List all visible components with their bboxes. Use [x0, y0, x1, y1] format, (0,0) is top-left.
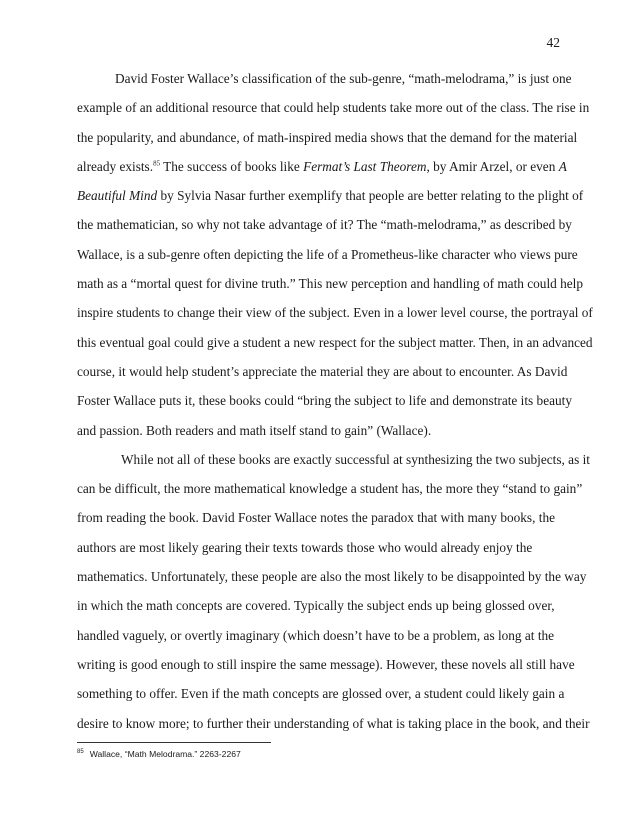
- text-line: course, it would help student’s appreciate the material they are about to encounter. As David: [77, 363, 568, 379]
- text-line: desire to know more; to further their understanding of what is taking place in the book, and their: [77, 715, 590, 731]
- footnote-divider: [77, 742, 271, 743]
- text-line: authors are most likely gearing their texts towards those who would already enjoy the: [77, 539, 533, 555]
- text-line: the popularity, and abundance, of math-inspired media shows that the demand for the material: [77, 129, 578, 145]
- text-line: [77, 181, 584, 210]
- book-title-end: Beautiful Mind: [77, 188, 158, 204]
- text-line: example of an additional resource that could help students take more out of the class. The rise in: [77, 100, 590, 116]
- text-line: and passion. Both readers and math itself stand to gain” (Wallace).: [77, 422, 432, 438]
- text-line: this eventual goal could give a student a new respect for the subject matter. Then, in an advanced: [77, 334, 593, 350]
- text-line: something to offer. Even if the math concepts are glossed over, a student could likely gain a: [77, 686, 565, 702]
- text-line: inspire students to change their view of the subject. Even in a lower level course, the portrayal of: [77, 305, 593, 321]
- text-line: Wallace, is a sub-genre often depicting the life of a Prometheus-like character who views pure: [77, 246, 578, 262]
- text-line: mathematics. Unfortunately, these people are also the most likely to be disappointed by the way: [77, 569, 587, 585]
- page-number: 42: [546, 35, 560, 50]
- book-title: Fermat’s Last Theorem: [303, 158, 427, 174]
- text-line: from reading the book. David Foster Wallace notes the paradox that with many books, the: [77, 510, 555, 526]
- text-fragment: already exists.: [77, 158, 154, 174]
- footnote-number: 85: [77, 749, 84, 756]
- text-line: handled vaguely, or overtly imaginary (which doesn’t have to be a problem, as long at the: [77, 627, 555, 643]
- text-line: can be difficult, the more mathematical knowledge a student has, the more they “stand to gain”: [77, 481, 583, 497]
- text-line: [77, 152, 567, 181]
- body-text: [77, 64, 593, 738]
- text-line: Foster Wallace puts it, these books could “bring the subject to life and demonstrate its beauty: [77, 393, 572, 409]
- book-title-start: A: [558, 158, 567, 174]
- footnote: [77, 749, 241, 759]
- text-line: writing is good enough to still inspire the same message). However, these novels all still have: [77, 656, 575, 672]
- footnote-text: Wallace, “Math Melodrama.” 2263-2267: [89, 749, 241, 759]
- text-line: in which the math concepts are covered. Typically the subject ends up being glossed over,: [77, 598, 555, 614]
- text-line: math as a “mortal quest for divine truth.” This new perception and handling of math could help: [77, 276, 584, 292]
- text-line: the mathematician, so why not take advantage of it? The “math-melodrama,” as described by: [77, 217, 572, 233]
- text-line: While not all of these books are exactly successful at synthesizing the two subjects, as it: [121, 451, 590, 467]
- text-line: David Foster Wallace’s classification of the sub-genre, “math-melodrama,” is just one: [115, 71, 572, 86]
- footnote-reference: 85: [153, 159, 161, 168]
- text-fragment: by Sylvia Nasar further exemplify that people are better relating to the plight of: [157, 188, 584, 204]
- text-fragment: The success of books like: [160, 158, 304, 174]
- text-fragment: , by Amir Arzel, or even: [426, 158, 559, 174]
